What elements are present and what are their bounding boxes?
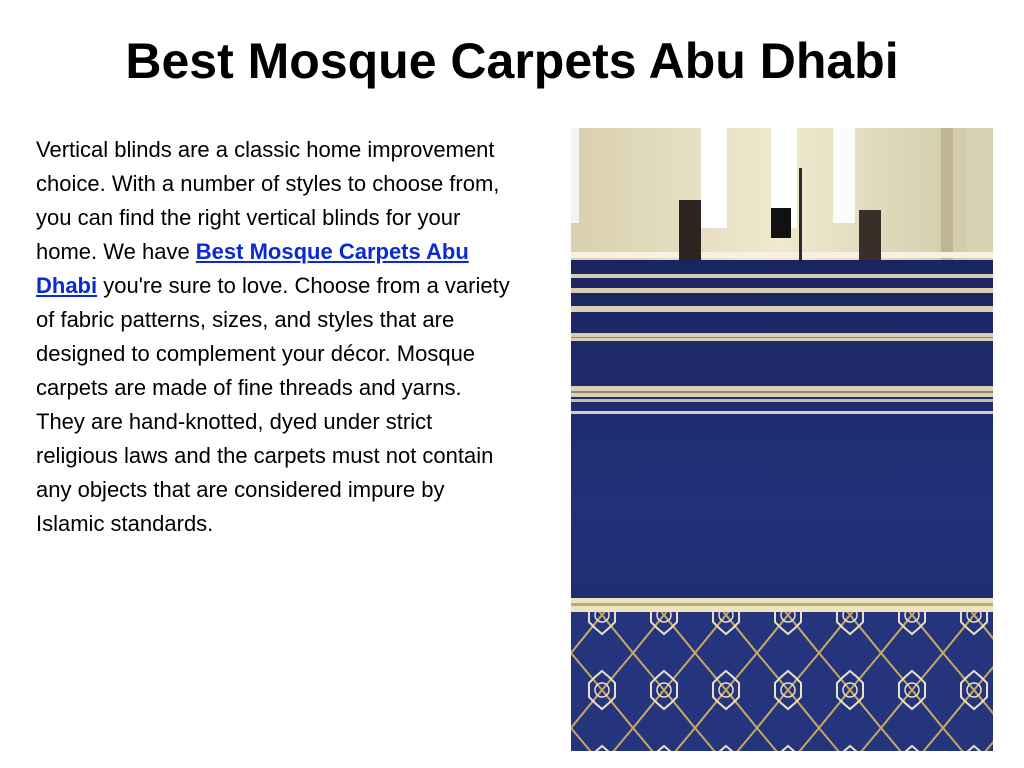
mosque-carpets-link[interactable]: Best Mosque Carpets Abu Dhabi (36, 239, 469, 298)
paragraph-text-after-link: you're sure to love. Choose from a variety of fabric patterns, sizes, and styles that are designed to complement your décor. Mosque carpets are made of fine threads and yarns. They are hand-knotted, dyed under strict religious laws and the carpets must not contain any objects that are considered impure by Islamic standards. (36, 273, 510, 536)
mosque-carpet-photo (571, 128, 993, 751)
body-paragraph (36, 133, 516, 541)
paragraph-text-before-link: Vertical blinds are a classic home improvement choice. With a number of styles to choose from, you can find the right vertical blinds for your home. We have (36, 137, 500, 264)
mosque-carpet-illustration (571, 128, 993, 751)
slide-title: Best Mosque Carpets Abu Dhabi (125, 33, 899, 89)
